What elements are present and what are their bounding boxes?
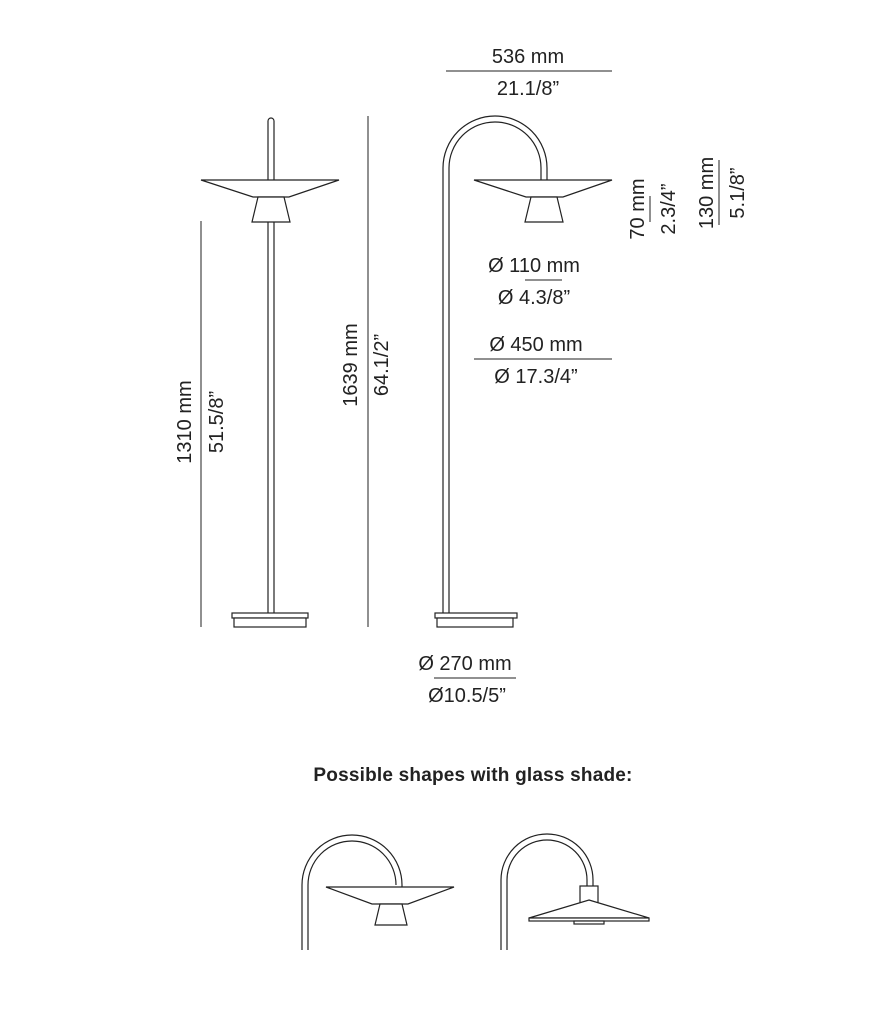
variant-b-glass-shade bbox=[529, 900, 649, 918]
diffuser-diameter-in-label: Ø 4.3/8” bbox=[497, 287, 571, 309]
width-dimension-536 bbox=[446, 46, 612, 100]
shade-diameter-in-label: Ø 17.3/4” bbox=[494, 366, 578, 388]
straight-lamp-diffuser bbox=[252, 197, 290, 222]
base-diameter-mm-label: Ø 270 mm bbox=[418, 653, 512, 675]
height-1639-in-label: 64.1/2” bbox=[371, 333, 393, 397]
width-536-mm-label: 536 mm bbox=[491, 46, 565, 68]
height-1310-in-label: 51.5/8” bbox=[206, 390, 228, 454]
shape-variant-cone-shade bbox=[302, 835, 454, 950]
arched-lamp-diffuser bbox=[525, 197, 563, 222]
variant-b-arch-outer bbox=[501, 834, 593, 950]
base-diameter-in-label: Ø10.5/5” bbox=[428, 685, 506, 707]
height-1639-mm-label: 1639 mm bbox=[340, 323, 362, 407]
straight-lamp-base bbox=[234, 618, 306, 627]
variant-a-shade bbox=[326, 887, 454, 904]
head-height-70-mm-label: 70 mm bbox=[627, 178, 649, 240]
base-diameter-dimension bbox=[418, 653, 516, 707]
height-dimension-1310 bbox=[174, 221, 228, 627]
shape-variant-glass-shade bbox=[501, 834, 649, 950]
diffuser-diameter-dimension bbox=[488, 255, 580, 309]
diffuser-diameter-mm-label: Ø 110 mm bbox=[488, 255, 580, 277]
shade-diameter-dimension bbox=[474, 334, 612, 388]
head-height-70-in-label: 2.3/4” bbox=[658, 183, 680, 235]
straight-lamp-shade bbox=[201, 180, 339, 197]
variant-a-diffuser bbox=[375, 904, 407, 925]
section-heading: Possible shapes with glass shade: bbox=[313, 765, 633, 786]
arched-lamp-base-top bbox=[435, 613, 517, 618]
width-536-in-label: 21.1/8” bbox=[496, 78, 560, 100]
straight-floor-lamp bbox=[201, 118, 339, 627]
shade-height-130-mm-label: 130 mm bbox=[696, 156, 718, 230]
shade-height-130-in-label: 5.1/8” bbox=[727, 167, 749, 219]
variant-b-arch-inner bbox=[507, 840, 587, 950]
variant-b-diffuser bbox=[574, 921, 604, 924]
head-height-dimension-70 bbox=[627, 178, 680, 239]
arched-lamp-shade bbox=[474, 180, 612, 197]
straight-lamp-base-top bbox=[232, 613, 308, 618]
height-dimension-1639 bbox=[340, 116, 393, 627]
arched-lamp-base bbox=[437, 618, 513, 627]
shade-height-dimension-130 bbox=[696, 157, 749, 229]
shade-diameter-mm-label: Ø 450 mm bbox=[489, 334, 583, 356]
height-1310-mm-label: 1310 mm bbox=[174, 380, 196, 464]
